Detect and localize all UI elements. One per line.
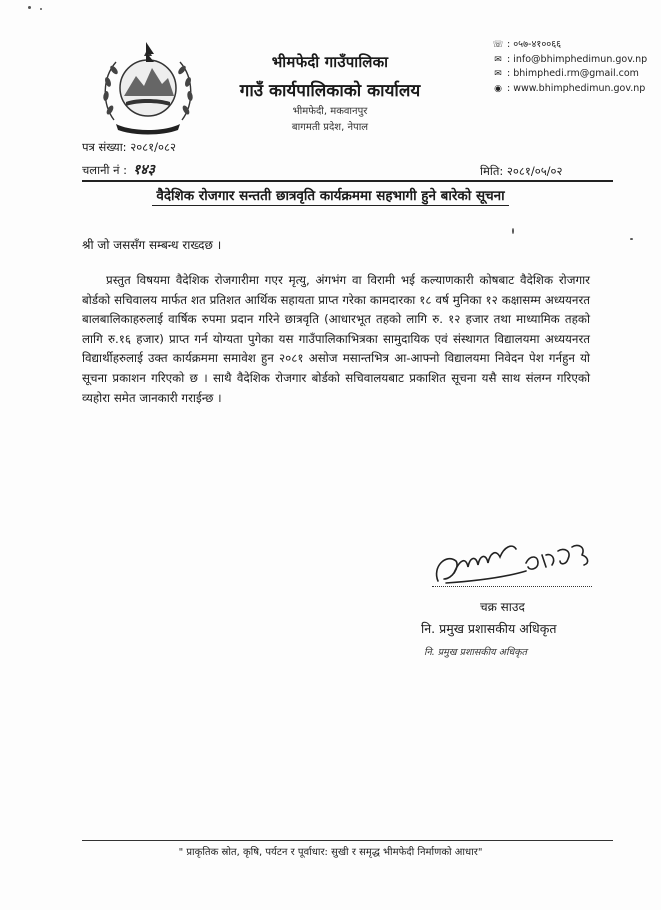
designation-stamp: नि. प्रमुख प्रशासकीय अधिकृत bbox=[424, 647, 527, 658]
letter-body: प्रस्तुत विषयमा वैदेशिक रोजगारीमा गएर मृत्यु, अंगभंग वा विरामी भई कल्याणकारी कोषबाट वैदेशिक रोजगार बोर्डको सचिवालय मार्फत शत प्रतिशत आर्थिक सहायता प्राप्त गरेका कामदारका १८ वर्ष मुनिका १२ कक्षासम्म अध्ययनरत बालबालिकाहरुलाई वार्षिक रुपमा प्रदान गरिने छात्रवृति (आधारभूत तहको लागि रु. १२ हजार तथा माध्यामिक तहको लागि रु.१६ हजार) प्राप्त गर्न योग्यता पुगेका यस गाउँपालिकाभित्रका सामुदायिक एवं संस्थागत विद्यालयमा अध्ययनरत विद्यार्थीहरुलाई उक्त कार्यक्रममा समावेश हुन २०८१ असोज मसान्तभित्र आ-आफ्नो विद्यालयमा निवेदन पेश गर्नहुन यो सूचना प्रकाशन गरिएको छ । साथै वैदेशिक रोजगार बोर्डको सचिवालयबाट प्रकाशित सूचना यसै साथ संलग्न गरिएको व्यहोरा समेत जानकारी गराईन्छ । bbox=[82, 273, 590, 405]
contact-website bbox=[492, 82, 647, 97]
dispatch-value: १४३ bbox=[133, 162, 155, 178]
signatory-designation: नि. प्रमुख प्रशासकीय अधिकृत bbox=[421, 621, 557, 636]
contact-phone bbox=[492, 38, 647, 53]
email-icon: ✉ bbox=[494, 54, 502, 65]
contact-email-1 bbox=[492, 53, 647, 68]
scan-speck bbox=[630, 238, 633, 240]
government-emblem-icon bbox=[96, 40, 200, 138]
letter-subject bbox=[0, 186, 661, 204]
office-address-line1: भीमफेदी, मकवानपुर bbox=[292, 106, 368, 117]
phone-icon: ☏ bbox=[492, 40, 504, 50]
letter-date: मिति: २०८१/०५/०२ bbox=[480, 164, 563, 178]
signature-line bbox=[432, 586, 592, 587]
footer-divider bbox=[82, 840, 613, 841]
email-icon: ✉ bbox=[494, 69, 502, 79]
dispatch-label: चलानी नं : bbox=[82, 163, 128, 177]
salutation: श्री जो जससँग सम्बन्ध राख्दछ । bbox=[82, 238, 222, 252]
subject-text: वैदेशिक रोजगार सन्तती छात्रवृति कार्यक्रममा सहभागी हुने बारेको सूचना bbox=[152, 188, 508, 206]
contact-text: : ०५७-४१००६६ bbox=[507, 39, 562, 50]
contact-email-2 bbox=[492, 67, 647, 82]
office-name: भीमफेदी गाउँपालिका bbox=[271, 53, 389, 71]
globe-icon: ◉ bbox=[494, 83, 502, 94]
contact-text: : info@bhimphedimun.gov.np bbox=[507, 53, 648, 65]
contact-text: : www.bhimphedimun.gov.np bbox=[507, 82, 646, 94]
contact-text: : bhimphedi.rm@gmail.com bbox=[507, 68, 639, 79]
office-address-line2: बागमती प्रदेश, नेपाल bbox=[291, 122, 369, 133]
scan-speck bbox=[40, 8, 42, 10]
dispatch-number bbox=[82, 160, 155, 179]
header-divider bbox=[82, 180, 613, 182]
office-type: गाउँ कार्यपालिकाको कार्यालय bbox=[239, 81, 421, 101]
reference-number: पत्र संख्या: २०८१/०८२ bbox=[82, 140, 176, 154]
scan-speck bbox=[28, 6, 31, 9]
signatory-name: चक्र साउद bbox=[480, 600, 525, 614]
scan-speck bbox=[512, 228, 514, 234]
office-header bbox=[205, 52, 455, 133]
footer-slogan: " प्राकृतिक स्रोत, कृषि, पर्यटन र पूर्वाधार: सुखी र समृद्ध भीमफेदी निर्माणको आधार" bbox=[178, 847, 483, 858]
contact-block bbox=[492, 38, 647, 96]
